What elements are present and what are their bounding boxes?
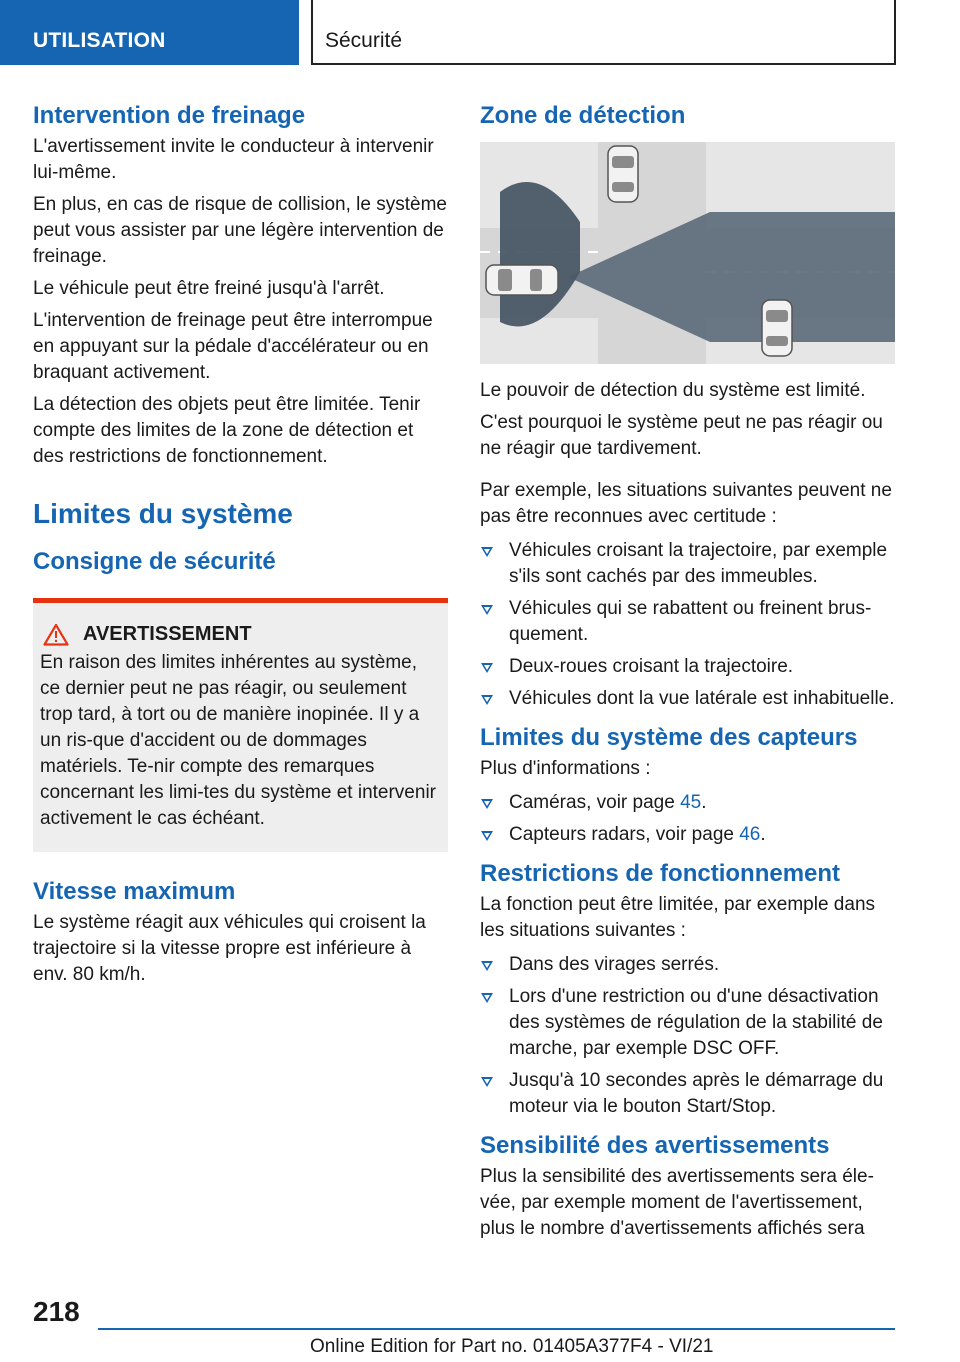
paragraph: Le véhicule peut être freiné jusqu'à l'arrêt.	[33, 278, 385, 299]
paragraph: L'intervention de freinage peut être interrompue en appuyant sur la pédale d'accélérateur ou en braquant activement.	[33, 310, 433, 383]
restrictions-list	[480, 952, 895, 1120]
list-item: Dans des virages serrés.	[480, 952, 895, 978]
bullet-triangle-icon	[481, 695, 493, 705]
list-item: Véhicules croisant la trajectoire, par exemple s'ils sont cachés par des immeubles.	[480, 538, 895, 590]
list-item: Lors d'une restriction ou d'une désactivation des systèmes de régulation de la stabilité de marche, par exemple DSC OFF.	[480, 984, 895, 1062]
list-item: Jusqu'à 10 secondes après le démarrage du moteur via le bouton Start/Stop.	[480, 1068, 895, 1120]
car-bottom	[762, 300, 792, 356]
bullet-triangle-icon	[481, 1077, 493, 1087]
list-item: Deux-roues croisant la trajectoire.	[480, 654, 895, 680]
list-item: Véhicules qui se rabattent ou freinent brus-quement.	[480, 596, 895, 648]
bullet-triangle-icon	[481, 547, 493, 557]
bullet-triangle-icon	[481, 605, 493, 615]
heading-consigne-securite: Consigne de sécurité	[33, 548, 276, 575]
paragraph: C'est pourquoi le système peut ne pas réagir ou ne réagir que tardivement.	[480, 412, 883, 459]
page-link-cameras[interactable]: 45	[680, 792, 702, 813]
heading-zone-detection: Zone de détection	[480, 102, 686, 129]
paragraph: La fonction peut être limitée, par exemple dans les situations suivantes :	[480, 894, 876, 941]
page-number: 218	[33, 1296, 80, 1327]
footer-divider	[98, 1328, 895, 1330]
bullet-triangle-icon	[481, 831, 493, 841]
heading-limites-capteurs: Limites du système des capteurs	[480, 724, 858, 751]
right-column	[480, 100, 895, 1242]
bullet-triangle-icon	[481, 961, 493, 971]
warning-box	[33, 598, 448, 852]
paragraph: La détection des objets peut être limitée. Tenir compte des limites de la zone de détection et des restrictions de fonctionnement.	[33, 394, 421, 467]
chapter-header	[311, 0, 896, 65]
list-item: Caméras, voir page 45.	[480, 790, 895, 816]
paragraph: L'avertissement invite le conducteur à intervenir lui-même.	[33, 136, 434, 183]
paragraph: Le pouvoir de détection du système est limité.	[480, 380, 866, 401]
paragraph: En plus, en cas de risque de collision, le système peut vous assister par une légère intervention de freinage.	[33, 194, 447, 267]
page-link-radars[interactable]: 46	[739, 824, 761, 845]
paragraph: Par exemple, les situations suivantes peuvent ne pas être reconnues avec certitude :	[480, 480, 892, 527]
heading-sensibilite: Sensibilité des avertissements	[480, 1132, 830, 1159]
heading-intervention-freinage: Intervention de freinage	[33, 102, 306, 129]
warning-title: AVERTISSEMENT	[83, 623, 252, 645]
warning-header	[40, 623, 441, 646]
section-title: UTILISATION	[33, 29, 166, 52]
list-item: Véhicules dont la vue latérale est inhabituelle.	[480, 686, 895, 712]
paragraph: Plus la sensibilité des avertissements sera éle-vée, par exemple moment de l'avertissement, plus le nombre d'avertissements affichés sera	[480, 1166, 874, 1239]
sensor-links-list	[480, 790, 895, 848]
car-own	[486, 265, 558, 295]
detection-zone-illustration	[480, 142, 895, 364]
heading-vitesse-maximum: Vitesse maximum	[33, 878, 236, 905]
bullet-triangle-icon	[481, 799, 493, 809]
paragraph: Le système réagit aux véhicules qui croisent la trajectoire si la vitesse propre est inférieure à env. 80 km/h.	[33, 912, 426, 985]
chapter-title: Sécurité	[325, 29, 403, 52]
bullet-triangle-icon	[481, 663, 493, 673]
car-top	[608, 146, 638, 202]
heading-restrictions: Restrictions de fonctionnement	[480, 860, 841, 887]
heading-limites-systeme: Limites du système	[33, 498, 293, 529]
paragraph: Plus d'informations :	[480, 758, 651, 779]
section-tab	[0, 0, 299, 65]
situations-list	[480, 538, 895, 712]
warning-text: En raison des limites inhérentes au système, ce dernier peut ne pas réagir, ou seulement trop tard, à tort ou de manière inopinée. Il y a un ris-que d'accident ou de dommages matériels. Te-nir compte des remarques concernant les limi-tes du système et intervenir activement le cas échéant.	[40, 652, 436, 829]
list-item: Capteurs radars, voir page 46.	[480, 822, 895, 848]
warning-triangle-icon	[43, 623, 69, 646]
edition-text: Online Edition for Part no. 01405A377F4 - VI/21	[310, 1336, 714, 1357]
bullet-triangle-icon	[481, 993, 493, 1003]
left-column	[33, 100, 448, 988]
